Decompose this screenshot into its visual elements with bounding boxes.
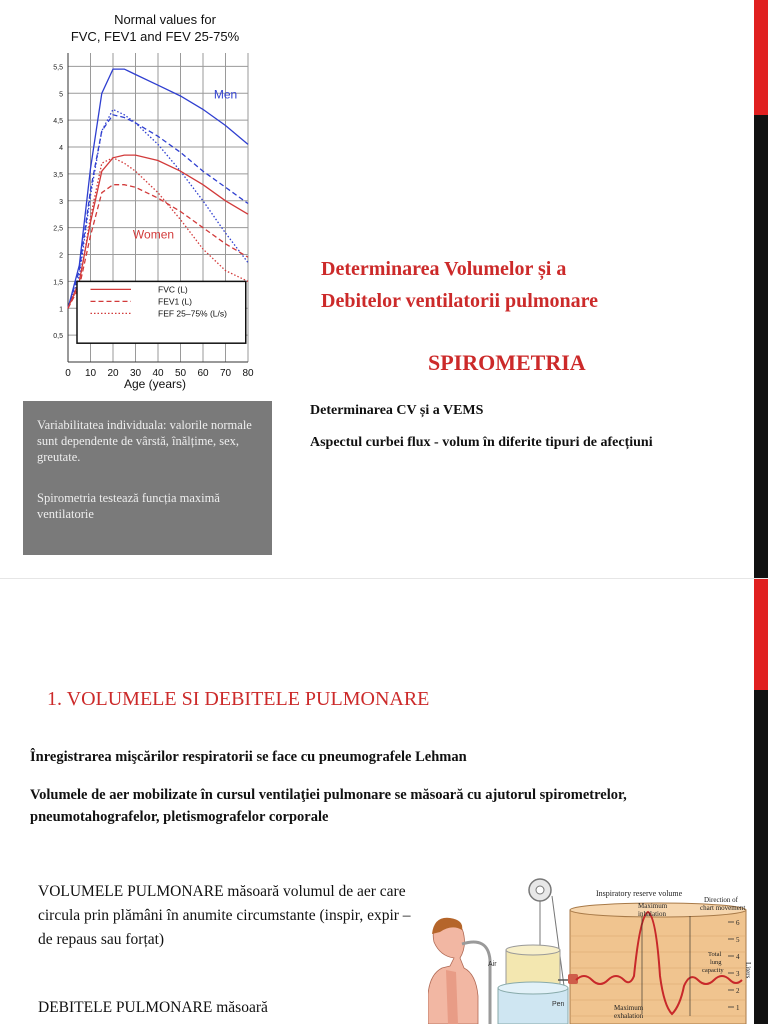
x-tick-label: 80 <box>242 368 254 379</box>
pen-label: Pen <box>552 1001 565 1008</box>
y-tick-label: 5 <box>59 91 63 99</box>
label-max-exhalation-2: exhalation <box>614 1012 644 1020</box>
scale-label: 2 <box>736 987 740 995</box>
chart-title-line-1: Normal values for <box>114 12 216 27</box>
label-max-exhalation-1: Maximum <box>614 1004 644 1012</box>
y-tick-label: 4,5 <box>53 118 63 126</box>
slide-divider <box>0 578 768 579</box>
label-max-inhalation-1: Maximum <box>638 902 668 910</box>
annotation-label: Women <box>132 227 175 242</box>
slide2-heading: 1. VOLUMELE SI DEBITELE PULMONARE <box>47 688 430 710</box>
legend-label: FEV1 (L) <box>158 296 193 307</box>
y-tick-label: 5,5 <box>53 64 63 72</box>
chart-title-line-2: FVC, FEV1 and FEV 25-75% <box>70 29 240 44</box>
scale-label: 6 <box>736 919 740 927</box>
side-band-bottom-red <box>754 578 768 690</box>
slide1-bullet-2: Aspectul curbei flux - volum în diferite tipuri de afecțiuni <box>310 435 653 450</box>
x-tick-label: 50 <box>174 368 187 379</box>
label-liters: Liters <box>744 962 752 979</box>
label-tlc-1: Total <box>708 951 722 958</box>
info-box-para-2: Spirometria testează funcția maximă ventilatorie <box>37 491 220 521</box>
label-tlc-2: lung <box>710 959 722 966</box>
y-tick-label: 4 <box>59 145 63 153</box>
slide1-bullet-1: Determinarea CV și a VEMS <box>310 403 484 418</box>
chart-legend <box>77 281 246 343</box>
y-tick-label: 1,5 <box>53 279 63 287</box>
legend-label: FVC (L) <box>158 284 188 295</box>
y-tick-label: 3,5 <box>53 171 63 179</box>
spirometer-diagram <box>428 876 754 1024</box>
scale-label: 4 <box>736 953 740 961</box>
side-band-top-red <box>754 0 768 115</box>
y-tick-label: 3 <box>59 198 63 206</box>
person-figure <box>428 918 478 1024</box>
label-direction-2: chart movement <box>700 904 746 912</box>
slide2-para-1: Înregistrarea mişcărilor respiratorii se face cu pneumografele Lehman <box>30 749 467 765</box>
label-max-inhalation-2: inhalation <box>638 910 666 918</box>
info-box <box>23 401 272 555</box>
label-irv: Inspiratory reserve volume <box>596 889 683 898</box>
side-band-top-black <box>754 115 768 578</box>
y-tick-label: 2 <box>59 252 63 260</box>
spirometer-bell <box>498 945 568 1024</box>
x-tick-label: 70 <box>219 368 232 379</box>
chart-annotations <box>133 88 237 242</box>
x-tick-label: 40 <box>152 368 164 379</box>
scale-label: 1 <box>736 1004 740 1012</box>
air-label: Air <box>488 961 497 968</box>
spirometry-normal-values-chart <box>50 8 270 393</box>
label-tlc-3: capacity <box>702 967 724 974</box>
scale-label: 3 <box>736 970 740 978</box>
side-band-bottom-black <box>754 690 768 1024</box>
annotation-label: Men <box>213 87 238 102</box>
legend-label: FEF 25–75% (L/s) <box>158 308 227 319</box>
slide1-subtitle: SPIROMETRIA <box>428 350 586 375</box>
x-tick-label: 10 <box>84 368 97 379</box>
x-tick-label: 20 <box>107 368 119 379</box>
slide2-body-2: DEBITELE PULMONARE măsoară <box>38 999 268 1016</box>
x-tick-label: 60 <box>197 368 209 379</box>
info-box-para-1: Variabilitatea individuala: valorile normale sunt dependente de vârstă, înălțime, sex, greutate. <box>37 418 252 464</box>
scale-label: 5 <box>736 936 740 944</box>
slide1-title-line-1: Determinarea Volumelor și a <box>321 258 567 280</box>
x-tick-label: 0 <box>65 368 71 379</box>
chart-x-axis-label: Age (years) <box>123 377 187 391</box>
label-direction-1: Direction of <box>704 896 739 904</box>
y-tick-label: 2,5 <box>53 225 63 233</box>
y-tick-label: 1 <box>59 306 63 314</box>
slide2-para-2: Volumele de aer mobilizate în cursul ventilaţiei pulmonare se măsoară cu ajutorul spirometrelor, pneumotahografelor, pletismografelor corporale <box>30 787 627 825</box>
slide2-body-1: VOLUMELE PULMONARE măsoară volumul de aer care circula prin plămâni în anumite circumstante (inspir, expir – de repaus sau forțat) <box>38 883 411 948</box>
y-tick-label: 0,5 <box>53 333 63 341</box>
slide1-title-line-2: Debitelor ventilatorii pulmonare <box>321 290 599 312</box>
x-tick-label: 30 <box>129 368 142 379</box>
